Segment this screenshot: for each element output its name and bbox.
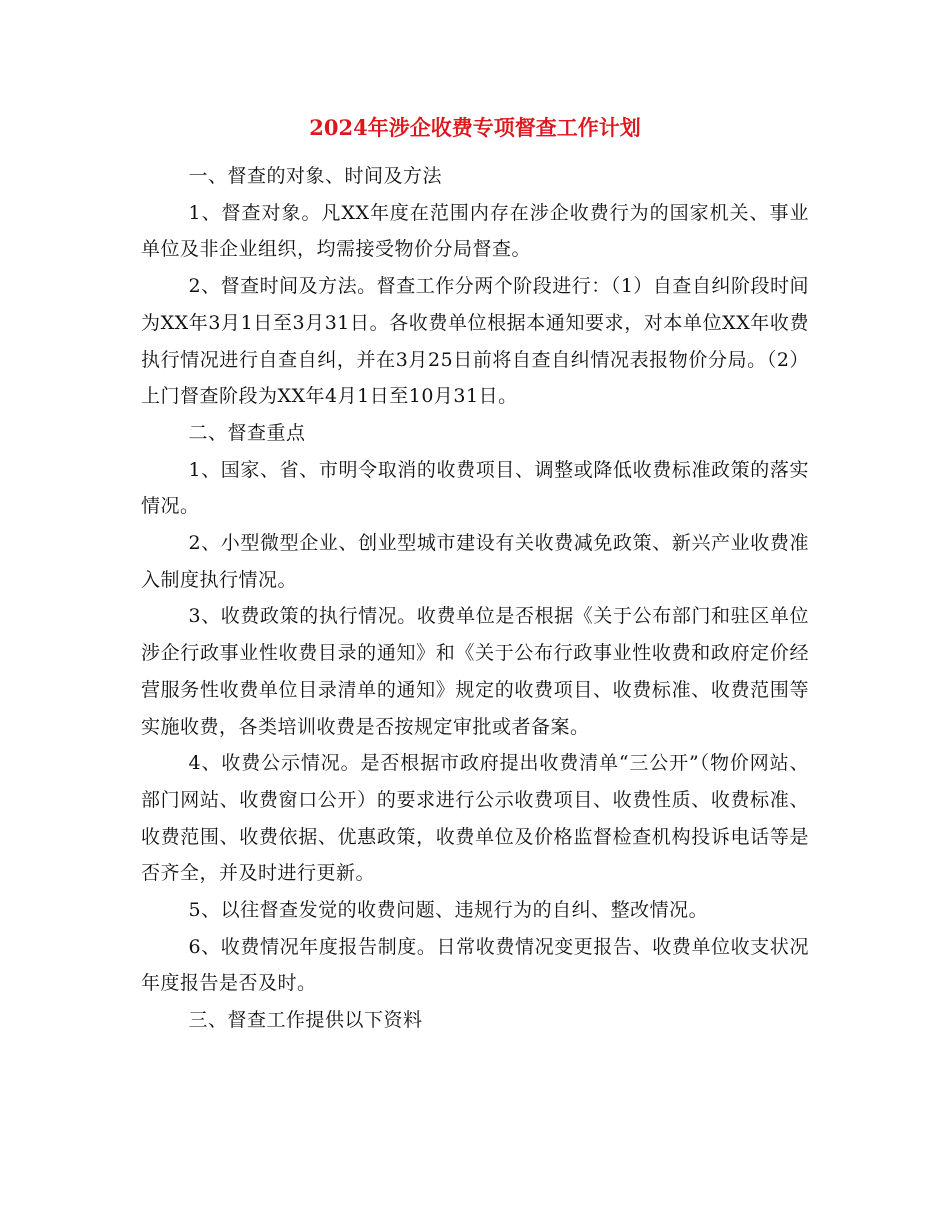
section-heading-2: 二、督查重点 [188,421,306,444]
paragraph: 6、收费情况年度报告制度。日常收费情况变更报告、收费单位收支状况年度报告是否及时。 [141,935,809,995]
paragraph: 2、小型微型企业、创业型城市建设有关收费减免政策、新兴产业收费准入制度执行情况。 [141,532,809,591]
paragraph: 1、国家、省、市明令取消的收费项目、调整或降低收费标准政策的落实情况。 [141,458,809,518]
paragraph: 4、收费公示情况。是否根据市政府提出收费清单“三公开”（物价网站、部门网站、收费窗口公开）的要求进行公示收费项目、收费性质、收费标准、收费范围、收费依据、优惠政策，收费单位及价格监督检查机构投诉电话等是否齐全，并及时进行更新。 [141,752,809,885]
paragraph: 1、督查对象。凡XX年度在范围内存在涉企收费行为的国家机关、事业单位及非企业组织，均需接受物价分局督查。 [141,201,809,261]
paragraph: 3、收费政策的执行情况。收费单位是否根据《关于公布部门和驻区单位涉企行政事业性收费目录的通知》和《关于公布行政事业性收费和政府定价经营服务性收费单位目录清单的通知》规定的收费项目、收费标准、收费范围等实施收费，各类培训收费是否按规定审批或者备案。 [141,605,809,738]
section-heading-1: 一、督查的对象、时间及方法 [188,165,443,187]
paragraph: 5、以往督查发觉的收费问题、违规行为的自纠、整改情况。 [188,899,709,922]
document-title: 2024年涉企收费专项督查工作计划 [309,115,641,140]
document-body [141,158,809,1039]
section-heading-3: 三、督查工作提供以下资料 [188,1009,423,1032]
paragraph: 2、督查时间及方法。督查工作分两个阶段进行：（1）自查自纠阶段时间为XX年3月1日至3月31日。各收费单位根据本通知要求，对本单位XX年收费执行情况进行自查自纠，并在3月25日前将自查自纠情况表报物价分局。（2）上门督查阶段为XX年4月1日至10月31日。 [141,275,809,408]
